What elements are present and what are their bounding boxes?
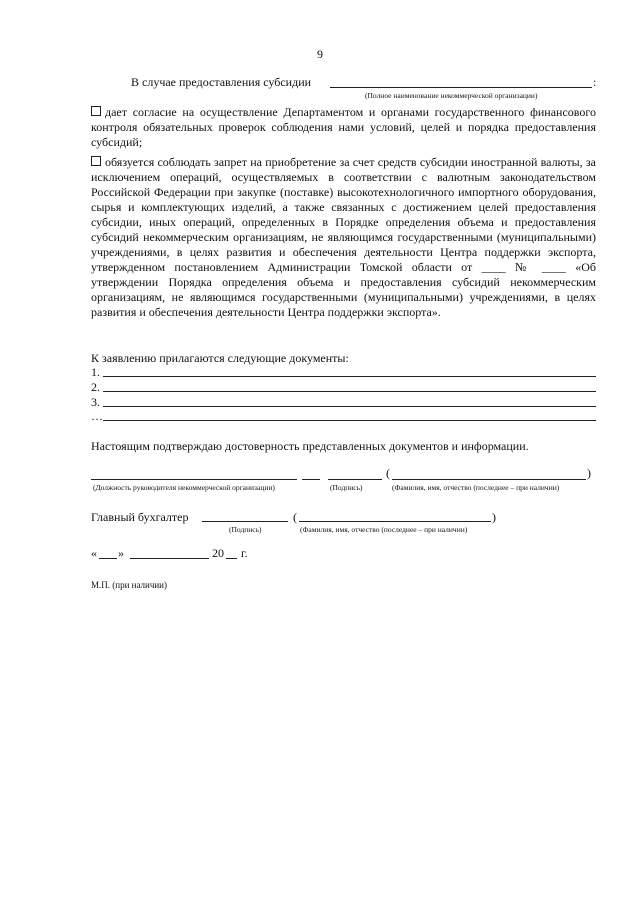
organization-name-caption: (Полное наименование некоммерческой организации) <box>365 91 538 100</box>
accountant-signature-line[interactable] <box>202 521 288 522</box>
full-name-line[interactable] <box>392 479 586 480</box>
signature-caption: (Подпись) <box>330 483 363 492</box>
full-name-caption: (Фамилия, имя, отчество (последнее – при наличии) <box>392 483 560 492</box>
accountant-signature-caption: (Подпись) <box>229 525 262 534</box>
document-item-line[interactable] <box>103 420 596 421</box>
date-year-prefix: 20 <box>212 546 224 560</box>
agreement-obligation-text: обязуется соблюдать запрет на приобретение за счет средств субсидии иностранной валюты, за исключением операций, осуществляемых в соответствии с валютным законодательством Российской Федерации при закупке (поставке) высокотехнологичного импортного оборудования, сырья и комплектующих изделий, а также связанных с достижением целей предоставления субсидии, иных операций, определенных в Порядке определения объема и предоставления субсидий некоммерческим организациям, не являющимся государственными (муниципальными) учреждениями, в целях развития и обеспечения деятельности Центра поддержки экспорта, утвержденном постановлением Администрации Томской области от ____ № ____ «Об утверждении Порядка определения объема и предоставления субсидий некоммерческим организациям, не являющимся государственными (муниципальными) учреждениями, в целях развития и обеспечения деятельности Центра поддержки экспорта». <box>91 155 596 319</box>
document-item-number: … <box>91 409 103 423</box>
organization-name-line[interactable] <box>330 87 592 88</box>
document-item-number: 1. <box>91 365 100 379</box>
date-year-line[interactable] <box>226 558 237 559</box>
document-item-number: 3. <box>91 395 100 409</box>
name-close-paren: ) <box>587 466 591 480</box>
documents-heading: К заявлению прилагаются следующие документы: <box>91 351 349 365</box>
chief-accountant-label: Главный бухгалтер <box>91 510 189 524</box>
stamp-note: М.П. (при наличии) <box>91 580 167 590</box>
name-open-paren: ( <box>386 466 390 480</box>
position-line[interactable] <box>91 479 297 480</box>
signature-line[interactable] <box>328 479 382 480</box>
date-open-quote: « <box>91 546 97 560</box>
document-item-line[interactable] <box>103 391 596 392</box>
agreement-consent-text: дает согласие на осуществление Департаментом и органами государственного финансового контроля обязательных проверок соблюдения нами условий, целей и порядка предоставления субсидий; <box>91 105 596 149</box>
intro-colon: : <box>593 75 597 89</box>
checkbox-icon[interactable] <box>91 106 101 116</box>
accountant-name-caption: (Фамилия, имя, отчество (последнее – при наличии) <box>300 525 468 534</box>
document-item-line[interactable] <box>103 376 596 377</box>
intro-text: В случае предоставления субсидии <box>131 75 312 89</box>
confirmation-text: Настоящим подтверждаю достоверность представленных документов и информации. <box>91 439 529 453</box>
date-close-quote: » <box>118 546 124 560</box>
agreement-obligation <box>91 155 596 320</box>
page-number: 9 <box>317 47 323 61</box>
accountant-open-paren: ( <box>293 510 297 524</box>
accountant-close-paren: ) <box>492 510 496 524</box>
checkbox-icon[interactable] <box>91 156 101 166</box>
document-item-line[interactable] <box>103 406 596 407</box>
position-caption: (Должность руководителя некоммерческой организации) <box>93 483 275 492</box>
date-year-suffix: г. <box>241 546 248 560</box>
accountant-name-line[interactable] <box>299 521 491 522</box>
date-month-line[interactable] <box>130 558 209 559</box>
date-day-line[interactable] <box>99 558 117 559</box>
position-line-tail <box>302 479 320 480</box>
document-item-number: 2. <box>91 380 100 394</box>
agreement-consent <box>91 105 596 150</box>
